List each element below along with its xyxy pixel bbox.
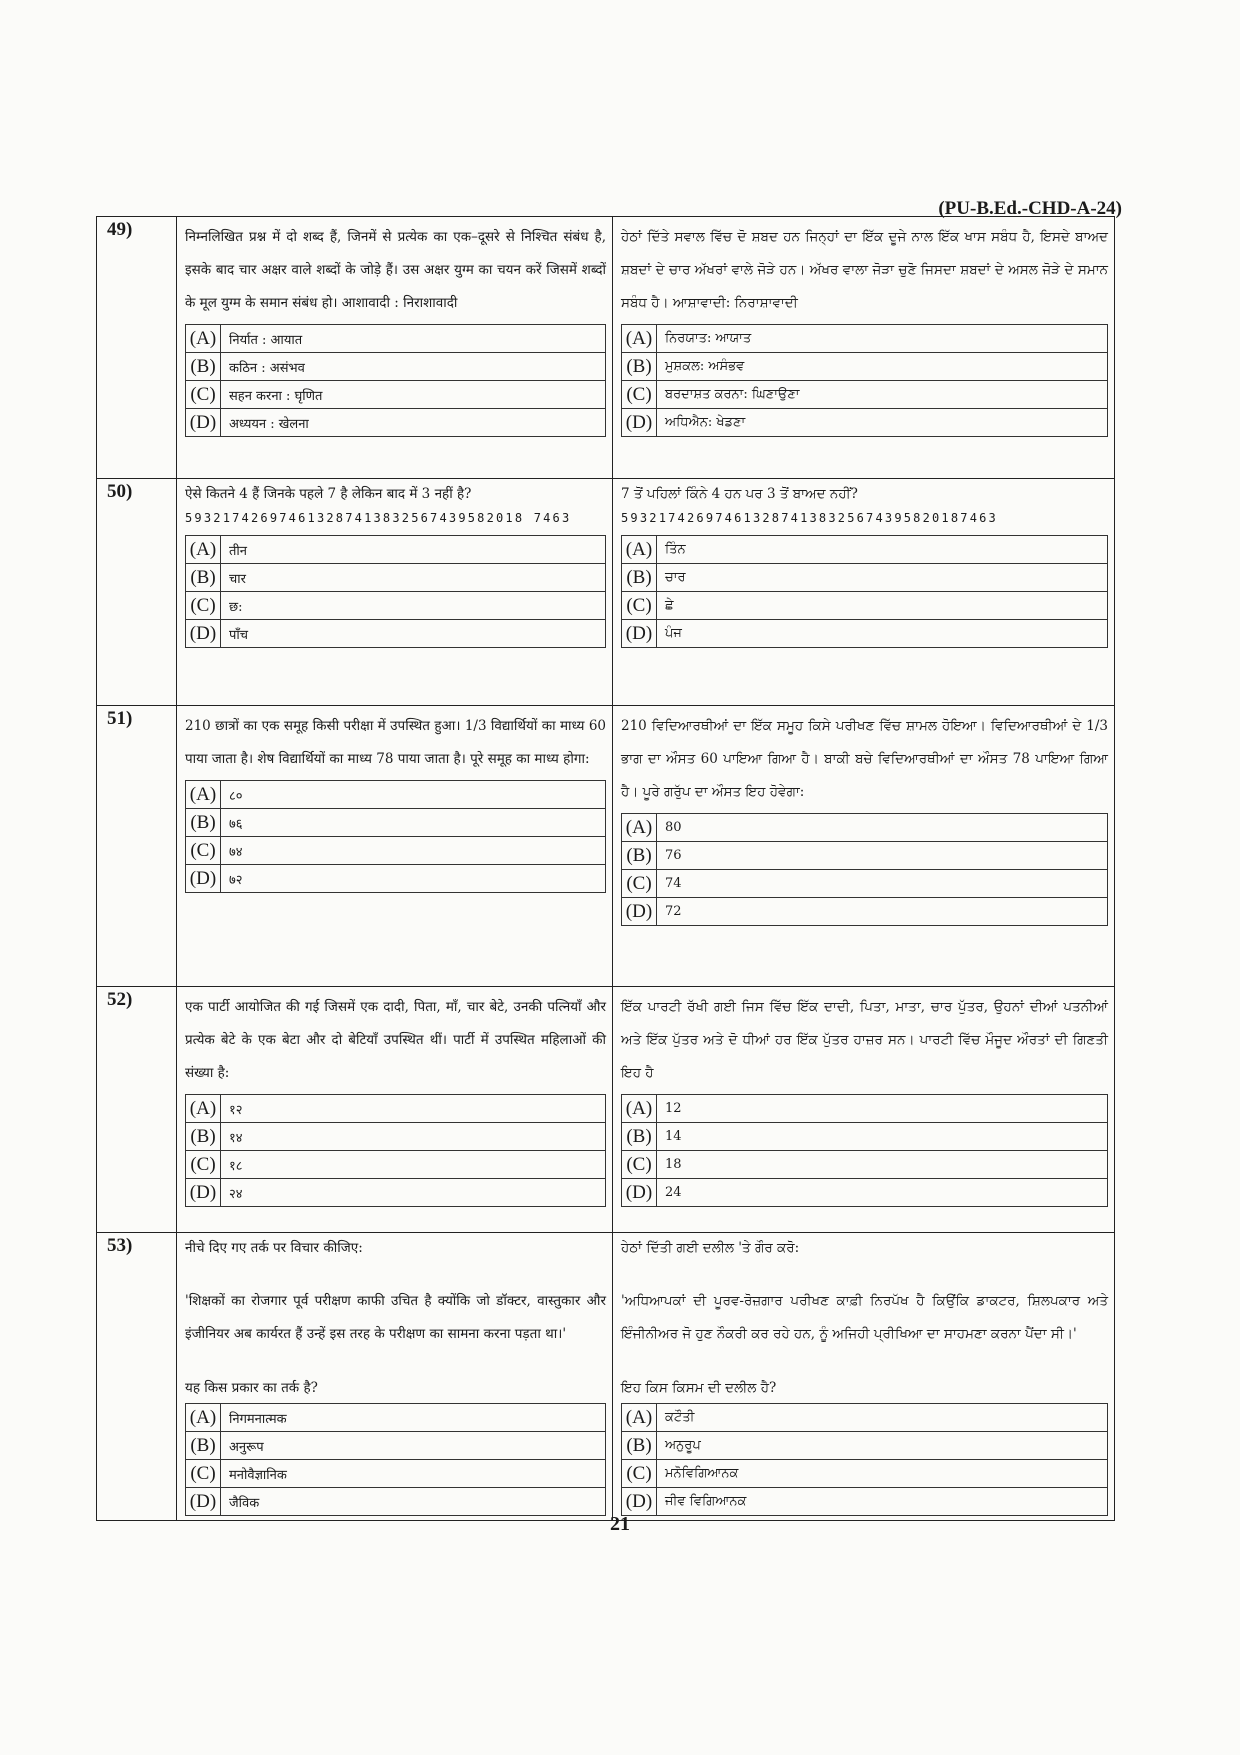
option-label: (B) — [186, 353, 221, 381]
option-label: (A) — [622, 814, 657, 842]
punjabi-column — [613, 987, 1115, 1233]
hindi-options-table — [185, 535, 606, 648]
option-text: ७२ — [221, 865, 606, 893]
punjabi-block — [613, 217, 1114, 441]
hindi-block — [177, 706, 612, 897]
hindi-intro: नीचे दिए गए तर्क पर विचार कीजिए: — [185, 1240, 363, 1256]
option-row[interactable] — [186, 536, 606, 564]
hindi-question-text: एक पार्टी आयोजित की गई जिसमें एक दादी, पिता, माँ, चार बेटे, उनकी पत्नियाँ और प्रत्येक बेटे के एक बेटा और दो बेटियाँ उपस्थित थीं। पार्टी में उपस्थित महिलाओं की संख्या है: — [185, 999, 606, 1081]
option-row[interactable] — [186, 1488, 606, 1516]
option-label: (B) — [622, 564, 657, 592]
hindi-column — [177, 987, 613, 1233]
option-row[interactable] — [622, 1460, 1108, 1488]
spacer — [621, 1263, 1108, 1285]
hindi-question-text: ऐसे कितने 4 हैं जिनके पहले 7 है लेकिन बाद में 3 नहीं है? — [185, 486, 472, 502]
option-label: (A) — [186, 1404, 221, 1432]
question-row — [97, 987, 1115, 1233]
option-label: (C) — [186, 1151, 221, 1179]
option-text: ਚਾਰ — [657, 564, 1108, 592]
option-text: ਮਨੋਵਿਗਿਆਨਕ — [657, 1460, 1108, 1488]
option-row[interactable] — [186, 325, 606, 353]
option-text: ਜੀਵ ਵਿਗਿਆਨਕ — [657, 1488, 1108, 1516]
option-text: निगमनात्मक — [221, 1404, 606, 1432]
question-number: 51) — [97, 706, 177, 987]
punjabi-options-table — [621, 535, 1108, 648]
question-number: 53) — [97, 1233, 177, 1521]
option-text: ७६ — [221, 809, 606, 837]
option-label: (C) — [622, 1151, 657, 1179]
option-text: १२ — [221, 1095, 606, 1123]
hindi-options-table — [185, 1094, 606, 1207]
option-row[interactable] — [622, 353, 1108, 381]
option-label: (C) — [622, 870, 657, 898]
option-label: (D) — [186, 620, 221, 648]
option-text: 12 — [657, 1095, 1108, 1123]
option-label: (B) — [622, 353, 657, 381]
hindi-column — [177, 706, 613, 987]
option-label: (A) — [622, 1404, 657, 1432]
punjabi-block — [613, 479, 1114, 652]
option-label: (C) — [186, 592, 221, 620]
hindi-question-prompt: यह किस प्रकार का तर्क है? — [185, 1380, 318, 1396]
option-row[interactable] — [186, 1123, 606, 1151]
option-text: मनोवैज्ञानिक — [221, 1460, 606, 1488]
option-row[interactable] — [622, 564, 1108, 592]
punjabi-column — [613, 1233, 1115, 1521]
option-text: ਅਨੁਰੂਪ — [657, 1432, 1108, 1460]
punjabi-options-table — [621, 324, 1108, 437]
punjabi-question-text: 'ਅਧਿਆਪਕਾਂ ਦੀ ਪੂਰਵ-ਰੋਜ਼ਗਾਰ ਪਰੀਖਣ ਕਾਫ਼ੀ ਨਿਰਪੱਖ ਹੈ ਕਿਉਂਕਿ ਡਾਕਟਰ, ਸ਼ਿਲਪਕਾਰ ਅਤੇ ਇੰਜੀਨੀਅਰ ਜੋ ਹੁਣ ਨੌਕਰੀ ਕਰ ਰਹੇ ਹਨ, ਨੂੰ ਅਜਿਹੀ ਪ੍ਰੀਖਿਆ ਦਾ ਸਾਹਮਣਾ ਕਰਨਾ ਪੈਂਦਾ ਸੀ।' — [621, 1293, 1108, 1342]
option-label: (D) — [622, 898, 657, 926]
option-text: निर्यात : आयात — [221, 325, 606, 353]
hindi-question-text: 210 छात्रों का एक समूह किसी परीक्षा में उपस्थित हुआ। 1/3 विद्यार्थियों का माध्य 60 पाया जाता है। शेष विद्यार्थियों का माध्य 78 पाया जाता है। पूरे समूह का माध्य होगा: — [185, 718, 606, 767]
option-row[interactable] — [186, 1460, 606, 1488]
option-row[interactable] — [186, 781, 606, 809]
question-table — [96, 216, 1115, 1521]
option-text: तीन — [221, 536, 606, 564]
option-label: (A) — [622, 536, 657, 564]
option-label: (D) — [186, 409, 221, 437]
option-row[interactable] — [186, 409, 606, 437]
punjabi-intro: ਹੇਠਾਂ ਦਿੱਤੀ ਗਈ ਦਲੀਲ 'ਤੇ ਗੌਰ ਕਰੋ: — [621, 1240, 800, 1256]
option-text: अनुरूप — [221, 1432, 606, 1460]
option-row[interactable] — [186, 353, 606, 381]
option-row[interactable] — [622, 1432, 1108, 1460]
option-row[interactable] — [622, 592, 1108, 620]
option-row[interactable] — [186, 1404, 606, 1432]
hindi-number-sequence: 593217426974613287413832567439582018 7463 — [185, 511, 572, 525]
option-row[interactable] — [186, 837, 606, 865]
hindi-options-table — [185, 1403, 606, 1516]
option-label: (D) — [622, 1488, 657, 1516]
option-text: ਬਰਦਾਸ਼ਤ ਕਰਨਾ: ਘਿਣਾਉਣਾ — [657, 381, 1108, 409]
option-row[interactable] — [622, 409, 1108, 437]
option-row[interactable] — [622, 814, 1108, 842]
spacer — [185, 1355, 606, 1377]
option-text: कठिन : असंभव — [221, 353, 606, 381]
option-row[interactable] — [622, 1123, 1108, 1151]
option-label: (C) — [186, 1460, 221, 1488]
option-text: 74 — [657, 870, 1108, 898]
option-text: ਛੇ — [657, 592, 1108, 620]
option-label: (B) — [186, 1123, 221, 1151]
hindi-question-text: 'शिक्षकों का रोजगार पूर्व परीक्षण काफी उचित है क्योंकि जो डॉक्टर, वास्तुकार और इंजीनियर अब कार्यरत हैं उन्हें इस तरह के परीक्षण का सामना करना पड़ता था।' — [185, 1293, 606, 1342]
hindi-block — [177, 217, 612, 441]
option-label: (D) — [186, 865, 221, 893]
option-row[interactable] — [622, 381, 1108, 409]
punjabi-options-table — [621, 1403, 1108, 1516]
option-text: पाँच — [221, 620, 606, 648]
option-text: 72 — [657, 898, 1108, 926]
option-label: (A) — [622, 325, 657, 353]
option-text: ਮੁਸ਼ਕਲ: ਅਸੰਭਵ — [657, 353, 1108, 381]
option-label: (B) — [622, 1123, 657, 1151]
option-row[interactable] — [622, 1095, 1108, 1123]
option-text: १४ — [221, 1123, 606, 1151]
page-number: 21 — [610, 1513, 630, 1535]
punjabi-column — [613, 706, 1115, 987]
hindi-column — [177, 217, 613, 479]
option-row[interactable] — [186, 1179, 606, 1207]
option-label: (C) — [622, 381, 657, 409]
punjabi-options-table — [621, 813, 1108, 926]
question-number: 49) — [97, 217, 177, 479]
option-text: ਕਟੌਤੀ — [657, 1404, 1108, 1432]
option-row[interactable] — [186, 865, 606, 893]
option-text: २४ — [221, 1179, 606, 1207]
question-row — [97, 217, 1115, 479]
punjabi-question-prompt: ਇਹ ਕਿਸ ਕਿਸਮ ਦੀ ਦਲੀਲ ਹੈ? — [621, 1380, 777, 1396]
option-row[interactable] — [622, 870, 1108, 898]
punjabi-block — [613, 1233, 1114, 1520]
option-row[interactable] — [186, 1432, 606, 1460]
option-label: (C) — [622, 592, 657, 620]
option-label: (A) — [186, 781, 221, 809]
hindi-options-table — [185, 780, 606, 893]
option-text: 80 — [657, 814, 1108, 842]
punjabi-question-text: ਇੱਕ ਪਾਰਟੀ ਰੱਖੀ ਗਈ ਜਿਸ ਵਿੱਚ ਇੱਕ ਦਾਦੀ, ਪਿਤਾ, ਮਾਤਾ, ਚਾਰ ਪੁੱਤਰ, ਉਹਨਾਂ ਦੀਆਂ ਪਤਨੀਆਂ ਅਤੇ ਇੱਕ ਪੁੱਤਰ ਅਤੇ ਦੋ ਧੀਆਂ ਹਰ ਇੱਕ ਪੁੱਤਰ ਹਾਜ਼ਰ ਸਨ। ਪਾਰਟੀ ਵਿੱਚ ਮੌਜੂਦ ਔਰਤਾਂ ਦੀ ਗਿਣਤੀ ਇਹ ਹੈ — [621, 999, 1108, 1081]
option-text: चार — [221, 564, 606, 592]
option-label: (B) — [186, 564, 221, 592]
option-row[interactable] — [622, 1488, 1108, 1516]
option-label: (D) — [622, 1179, 657, 1207]
option-text: अध्ययन : खेलना — [221, 409, 606, 437]
option-text: छ: — [221, 592, 606, 620]
punjabi-column — [613, 479, 1115, 706]
option-label: (B) — [186, 1432, 221, 1460]
option-row[interactable] — [622, 536, 1108, 564]
spacer — [185, 1263, 606, 1285]
option-row[interactable] — [186, 592, 606, 620]
option-row[interactable] — [622, 842, 1108, 870]
option-label: (A) — [186, 325, 221, 353]
option-row[interactable] — [186, 381, 606, 409]
option-row[interactable] — [622, 620, 1108, 648]
option-row[interactable] — [622, 1179, 1108, 1207]
question-number: 50) — [97, 479, 177, 706]
option-label: (C) — [622, 1460, 657, 1488]
option-text: ਨਿਰਯਾਤ: ਆਯਾਤ — [657, 325, 1108, 353]
question-row — [97, 1233, 1115, 1521]
punjabi-block — [613, 706, 1114, 930]
option-row[interactable] — [622, 1151, 1108, 1179]
punjabi-question-text: 7 ਤੋਂ ਪਹਿਲਾਂ ਕਿੰਨੇ 4 ਹਨ ਪਰ 3 ਤੋਂ ਬਾਅਦ ਨਹੀਂ? — [621, 486, 858, 502]
option-text: ७४ — [221, 837, 606, 865]
option-label: (D) — [186, 1179, 221, 1207]
punjabi-question-text: ਹੇਠਾਂ ਦਿੱਤੇ ਸਵਾਲ ਵਿੱਚ ਦੋ ਸ਼ਬਦ ਹਨ ਜਿਨ੍ਹਾਂ ਦਾ ਇੱਕ ਦੂਜੇ ਨਾਲ ਇੱਕ ਖਾਸ ਸਬੰਧ ਹੈ, ਇਸਦੇ ਬਾਅਦ ਸ਼ਬਦਾਂ ਦੇ ਚਾਰ ਅੱਖਰਾਂ ਵਾਲੇ ਜੋੜੇ ਹਨ। ਅੱਖਰ ਵਾਲਾ ਜੋੜਾ ਚੁਣੋ ਜਿਸਦਾ ਸ਼ਬਦਾਂ ਦੇ ਅਸਲ ਜੋੜੇ ਦੇ ਸਮਾਨ ਸਬੰਧ ਹੈ। ਆਸ਼ਾਵਾਦੀ: ਨਿਰਾਸ਼ਾਵਾਦੀ — [621, 229, 1108, 311]
hindi-column — [177, 479, 613, 706]
option-text: ਅਧਿਐਨ: ਖੇਡਣਾ — [657, 409, 1108, 437]
option-label: (D) — [622, 620, 657, 648]
option-row[interactable] — [186, 620, 606, 648]
punjabi-block — [613, 987, 1114, 1211]
option-text: ਤਿੰਨ — [657, 536, 1108, 564]
option-label: (A) — [622, 1095, 657, 1123]
spacer — [621, 1355, 1108, 1377]
option-row[interactable] — [186, 1095, 606, 1123]
hindi-block — [177, 987, 612, 1211]
option-row[interactable] — [186, 564, 606, 592]
option-label: (D) — [622, 409, 657, 437]
punjabi-column — [613, 217, 1115, 479]
option-text: सहन करना : घृणित — [221, 381, 606, 409]
option-row[interactable] — [622, 1404, 1108, 1432]
option-text: 14 — [657, 1123, 1108, 1151]
option-label: (C) — [186, 381, 221, 409]
option-label: (D) — [186, 1488, 221, 1516]
option-label: (A) — [186, 536, 221, 564]
option-row[interactable] — [186, 1151, 606, 1179]
punjabi-number-sequence: 5932174269746132874138325674395820187463 — [621, 511, 998, 525]
punjabi-options-table — [621, 1094, 1108, 1207]
option-text: ਪੰਜ — [657, 620, 1108, 648]
option-text: 18 — [657, 1151, 1108, 1179]
option-label: (C) — [186, 837, 221, 865]
option-row[interactable] — [186, 809, 606, 837]
option-label: (B) — [622, 1432, 657, 1460]
option-row[interactable] — [622, 898, 1108, 926]
option-label: (B) — [186, 809, 221, 837]
option-row[interactable] — [622, 325, 1108, 353]
option-label: (B) — [622, 842, 657, 870]
hindi-question-text: निम्नलिखित प्रश्न में दो शब्द हैं, जिनमें से प्रत्येक का एक–दूसरे से निश्चित संबंध है, इसके बाद चार अक्षर वाले शब्दों के जोड़े हैं। उस अक्षर युग्म का चयन करें जिसमें शब्दों के मूल युग्म के समान संबंध हो। आशावादी : निराशावादी — [185, 229, 606, 311]
option-text: ८० — [221, 781, 606, 809]
punjabi-question-text: 210 ਵਿਦਿਆਰਥੀਆਂ ਦਾ ਇੱਕ ਸਮੂਹ ਕਿਸੇ ਪਰੀਖਣ ਵਿੱਚ ਸ਼ਾਮਲ ਹੋਇਆ। ਵਿਦਿਆਰਥੀਆਂ ਦੇ 1/3 ਭਾਗ ਦਾ ਔਸਤ 60 ਪਾਇਆ ਗਿਆ ਹੈ। ਬਾਕੀ ਬਚੇ ਵਿਦਿਆਰਥੀਆਂ ਦਾ ਔਸਤ 78 ਪਾਇਆ ਗਿਆ ਹੈ। ਪੂਰੇ ਗਰੁੱਪ ਦਾ ਔਸਤ ਇਹ ਹੋਵੇਗਾ: — [621, 718, 1108, 800]
option-text: १८ — [221, 1151, 606, 1179]
hindi-block — [177, 479, 612, 652]
question-row — [97, 706, 1115, 987]
option-text: जैविक — [221, 1488, 606, 1516]
paper-code: (PU-B.Ed.-CHD-A-24) — [938, 198, 1122, 219]
question-number: 52) — [97, 987, 177, 1233]
option-text: 76 — [657, 842, 1108, 870]
hindi-options-table — [185, 324, 606, 437]
option-text: 24 — [657, 1179, 1108, 1207]
hindi-column — [177, 1233, 613, 1521]
hindi-block — [177, 1233, 612, 1520]
option-label: (A) — [186, 1095, 221, 1123]
question-row — [97, 479, 1115, 706]
